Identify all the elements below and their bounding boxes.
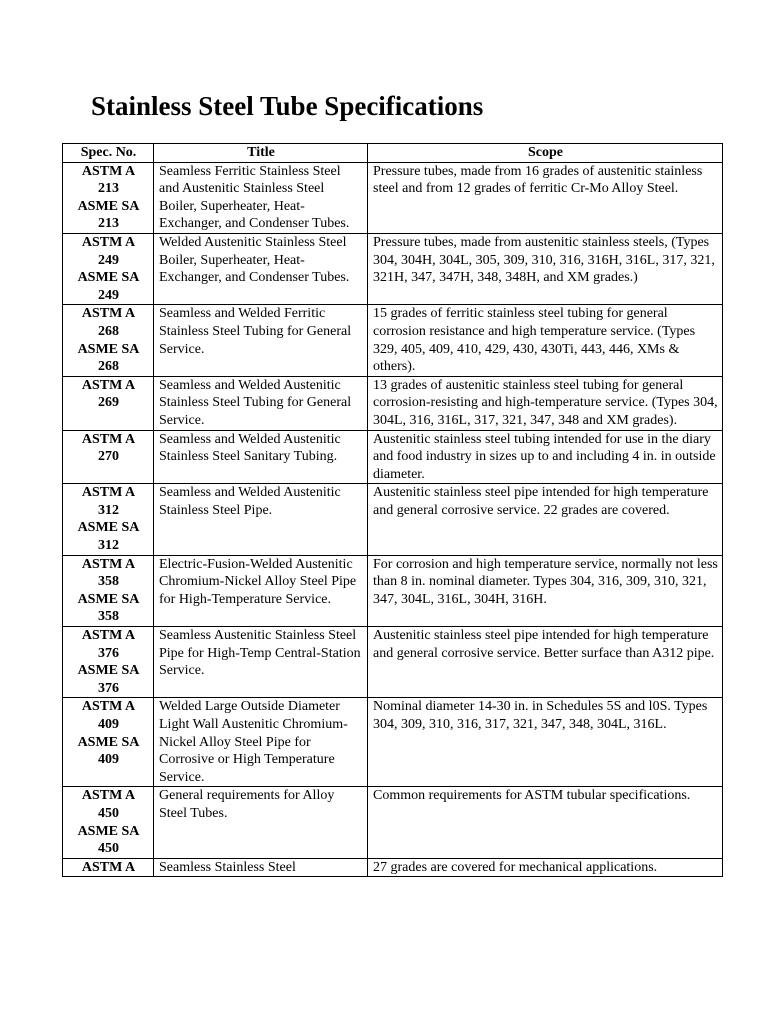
spec-number-line: 249 bbox=[98, 252, 119, 268]
spec-scope-cell: Nominal diameter 14-30 in. in Schedules 5S and l0S. Types 304, 309, 310, 316, 317, 321, 347, 348, 304L, 316L. bbox=[368, 698, 723, 787]
spec-number-line: ASME SA bbox=[77, 520, 140, 536]
spec-number-line: ASME SA bbox=[77, 270, 140, 286]
spec-scope-cell: 13 grades of austenitic stainless steel tubing for general corrosion-resisting and high-temperature service. (Types 304, 304L, 316, 316L, 317, 321, 347, 348 and XM grades). bbox=[368, 376, 723, 430]
table-row bbox=[63, 787, 723, 858]
spec-number-line: ASTM A bbox=[81, 699, 136, 715]
spec-number-line: ASTM A bbox=[81, 306, 136, 322]
spec-number-line: ASTM A bbox=[81, 234, 136, 250]
table-row bbox=[63, 305, 723, 376]
spec-title-cell: Seamless and Welded Austenitic Stainless Steel Sanitary Tubing. bbox=[154, 430, 368, 484]
spec-number-line: ASTM A bbox=[81, 163, 136, 179]
spec-number-cell bbox=[63, 858, 154, 877]
spec-number-cell bbox=[63, 484, 154, 555]
spec-scope-cell: 15 grades of ferritic stainless steel tubing for general corrosion resistance and high temperature service. (Types 329, 405, 409, 410, 429, 430, 430Ti, 443, 446, XMs & others). bbox=[368, 305, 723, 376]
spec-number-line: ASME SA bbox=[77, 734, 140, 750]
spec-number-line: 358 bbox=[98, 609, 119, 625]
table-header bbox=[63, 144, 723, 163]
spec-scope-cell: Pressure tubes, made from austenitic stainless steels, (Types 304, 304H, 304L, 305, 309, 310, 316, 316H, 316L, 317, 321, 321H, 347, 347H, 348, 348H, and XM grades.) bbox=[368, 233, 723, 304]
spec-scope-cell: Austenitic stainless steel pipe intended for high temperature and general corrosive service. Better surface than A312 pipe. bbox=[368, 627, 723, 698]
spec-number-cell bbox=[63, 430, 154, 484]
header-scope: Scope bbox=[368, 144, 723, 163]
header-spec-no: Spec. No. bbox=[63, 144, 154, 163]
spec-number-line: 376 bbox=[98, 645, 119, 661]
spec-title-cell: Welded Large Outside Diameter Light Wall Austenitic Chromium-Nickel Alloy Steel Pipe for Corrosive or High Temperature Service. bbox=[154, 698, 368, 787]
spec-scope-cell: For corrosion and high temperature service, normally not less than 8 in. nominal diameter. Types 304, 316, 309, 310, 321, 347, 304L, 316L, 304H, 316H. bbox=[368, 555, 723, 626]
spec-number-line: ASTM A bbox=[81, 628, 136, 644]
header-row bbox=[63, 144, 723, 163]
spec-number-line: 409 bbox=[98, 717, 119, 732]
page-title: Stainless Steel Tube Specifications bbox=[91, 91, 484, 121]
table-row bbox=[63, 162, 723, 233]
header-title: Title bbox=[154, 144, 368, 163]
spec-number-line: ASME SA bbox=[77, 823, 140, 839]
table-row bbox=[63, 627, 723, 698]
spec-number-cell bbox=[63, 162, 154, 233]
spec-number-line: 268 bbox=[98, 359, 119, 375]
spec-number-line: 213 bbox=[98, 181, 119, 197]
spec-scope-cell: Pressure tubes, made from 16 grades of austenitic stainless steel and from 12 grades of ferritic Cr-Mo Alloy Steel. bbox=[368, 162, 723, 233]
spec-number-line: ASTM A bbox=[81, 556, 136, 572]
spec-title-cell: Seamless and Welded Austenitic Stainless Steel Tubing for General Service. bbox=[154, 376, 368, 430]
spec-number-line: 450 bbox=[98, 841, 119, 857]
spec-number-line: ASME SA bbox=[77, 198, 140, 214]
table-body bbox=[63, 162, 723, 877]
spec-number-line: ASTM A bbox=[81, 431, 136, 447]
spec-title-cell: Electric-Fusion-Welded Austenitic Chromium-Nickel Alloy Steel Pipe for High-Temperature Service. bbox=[154, 555, 368, 626]
spec-number-line: 312 bbox=[98, 538, 119, 554]
spec-number-line: 376 bbox=[98, 680, 119, 696]
table-row bbox=[63, 858, 723, 877]
spec-number-line: 358 bbox=[98, 574, 119, 590]
spec-number-cell bbox=[63, 627, 154, 698]
spec-number-line: 249 bbox=[98, 287, 119, 303]
spec-number-line: ASTM A bbox=[81, 485, 136, 501]
table-row bbox=[63, 555, 723, 626]
table-row bbox=[63, 233, 723, 304]
spec-title-cell: General requirements for Alloy Steel Tubes. bbox=[154, 787, 368, 858]
spec-number-line: 269 bbox=[98, 395, 119, 411]
spec-number-line: 312 bbox=[98, 502, 119, 518]
spec-number-cell bbox=[63, 233, 154, 304]
spec-number-line: ASME SA bbox=[77, 663, 140, 679]
table-row bbox=[63, 430, 723, 484]
spec-number-line: ASME SA bbox=[77, 341, 140, 357]
spec-number-line: 268 bbox=[98, 323, 119, 339]
spec-number-cell bbox=[63, 305, 154, 376]
spec-number-line: ASTM A bbox=[81, 788, 136, 804]
spec-number-cell bbox=[63, 555, 154, 626]
spec-scope-cell: Austenitic stainless steel tubing intended for use in the diary and food industry in sizes up to and including 4 in. in outside diameter. bbox=[368, 430, 723, 484]
table-row bbox=[63, 484, 723, 555]
spec-title-cell: Seamless Stainless Steel bbox=[154, 858, 368, 877]
spec-scope-cell: 27 grades are covered for mechanical applications. bbox=[368, 858, 723, 877]
spec-title-cell: Seamless and Welded Ferritic Stainless Steel Tubing for General Service. bbox=[154, 305, 368, 376]
spec-table bbox=[62, 143, 723, 877]
spec-number-cell bbox=[63, 787, 154, 858]
spec-number-line: ASME SA bbox=[77, 591, 140, 607]
table-row bbox=[63, 698, 723, 787]
spec-number-cell bbox=[63, 376, 154, 430]
spec-number-line: 409 bbox=[98, 752, 119, 768]
spec-number-line: 213 bbox=[98, 216, 119, 232]
spec-number-line: 450 bbox=[98, 805, 119, 821]
spec-number-line: ASTM A bbox=[81, 377, 136, 393]
spec-number-line: ASTM A bbox=[81, 859, 136, 875]
spec-title-cell: Seamless Austenitic Stainless Steel Pipe for High-Temp Central-Station Service. bbox=[154, 627, 368, 698]
spec-number-cell bbox=[63, 698, 154, 787]
spec-number-line: 270 bbox=[98, 449, 119, 465]
spec-title-cell: Seamless Ferritic Stainless Steel and Austenitic Stainless Steel Boiler, Superheater, Heat-Exchanger, and Condenser Tubes. bbox=[154, 162, 368, 233]
spec-title-cell: Welded Austenitic Stainless Steel Boiler, Superheater, Heat-Exchanger, and Condenser Tubes. bbox=[154, 233, 368, 304]
spec-scope-cell: Common requirements for ASTM tubular specifications. bbox=[368, 787, 723, 858]
table-row bbox=[63, 376, 723, 430]
spec-title-cell: Seamless and Welded Austenitic Stainless Steel Pipe. bbox=[154, 484, 368, 555]
spec-scope-cell: Austenitic stainless steel pipe intended for high temperature and general corrosive service. 22 grades are covered. bbox=[368, 484, 723, 555]
